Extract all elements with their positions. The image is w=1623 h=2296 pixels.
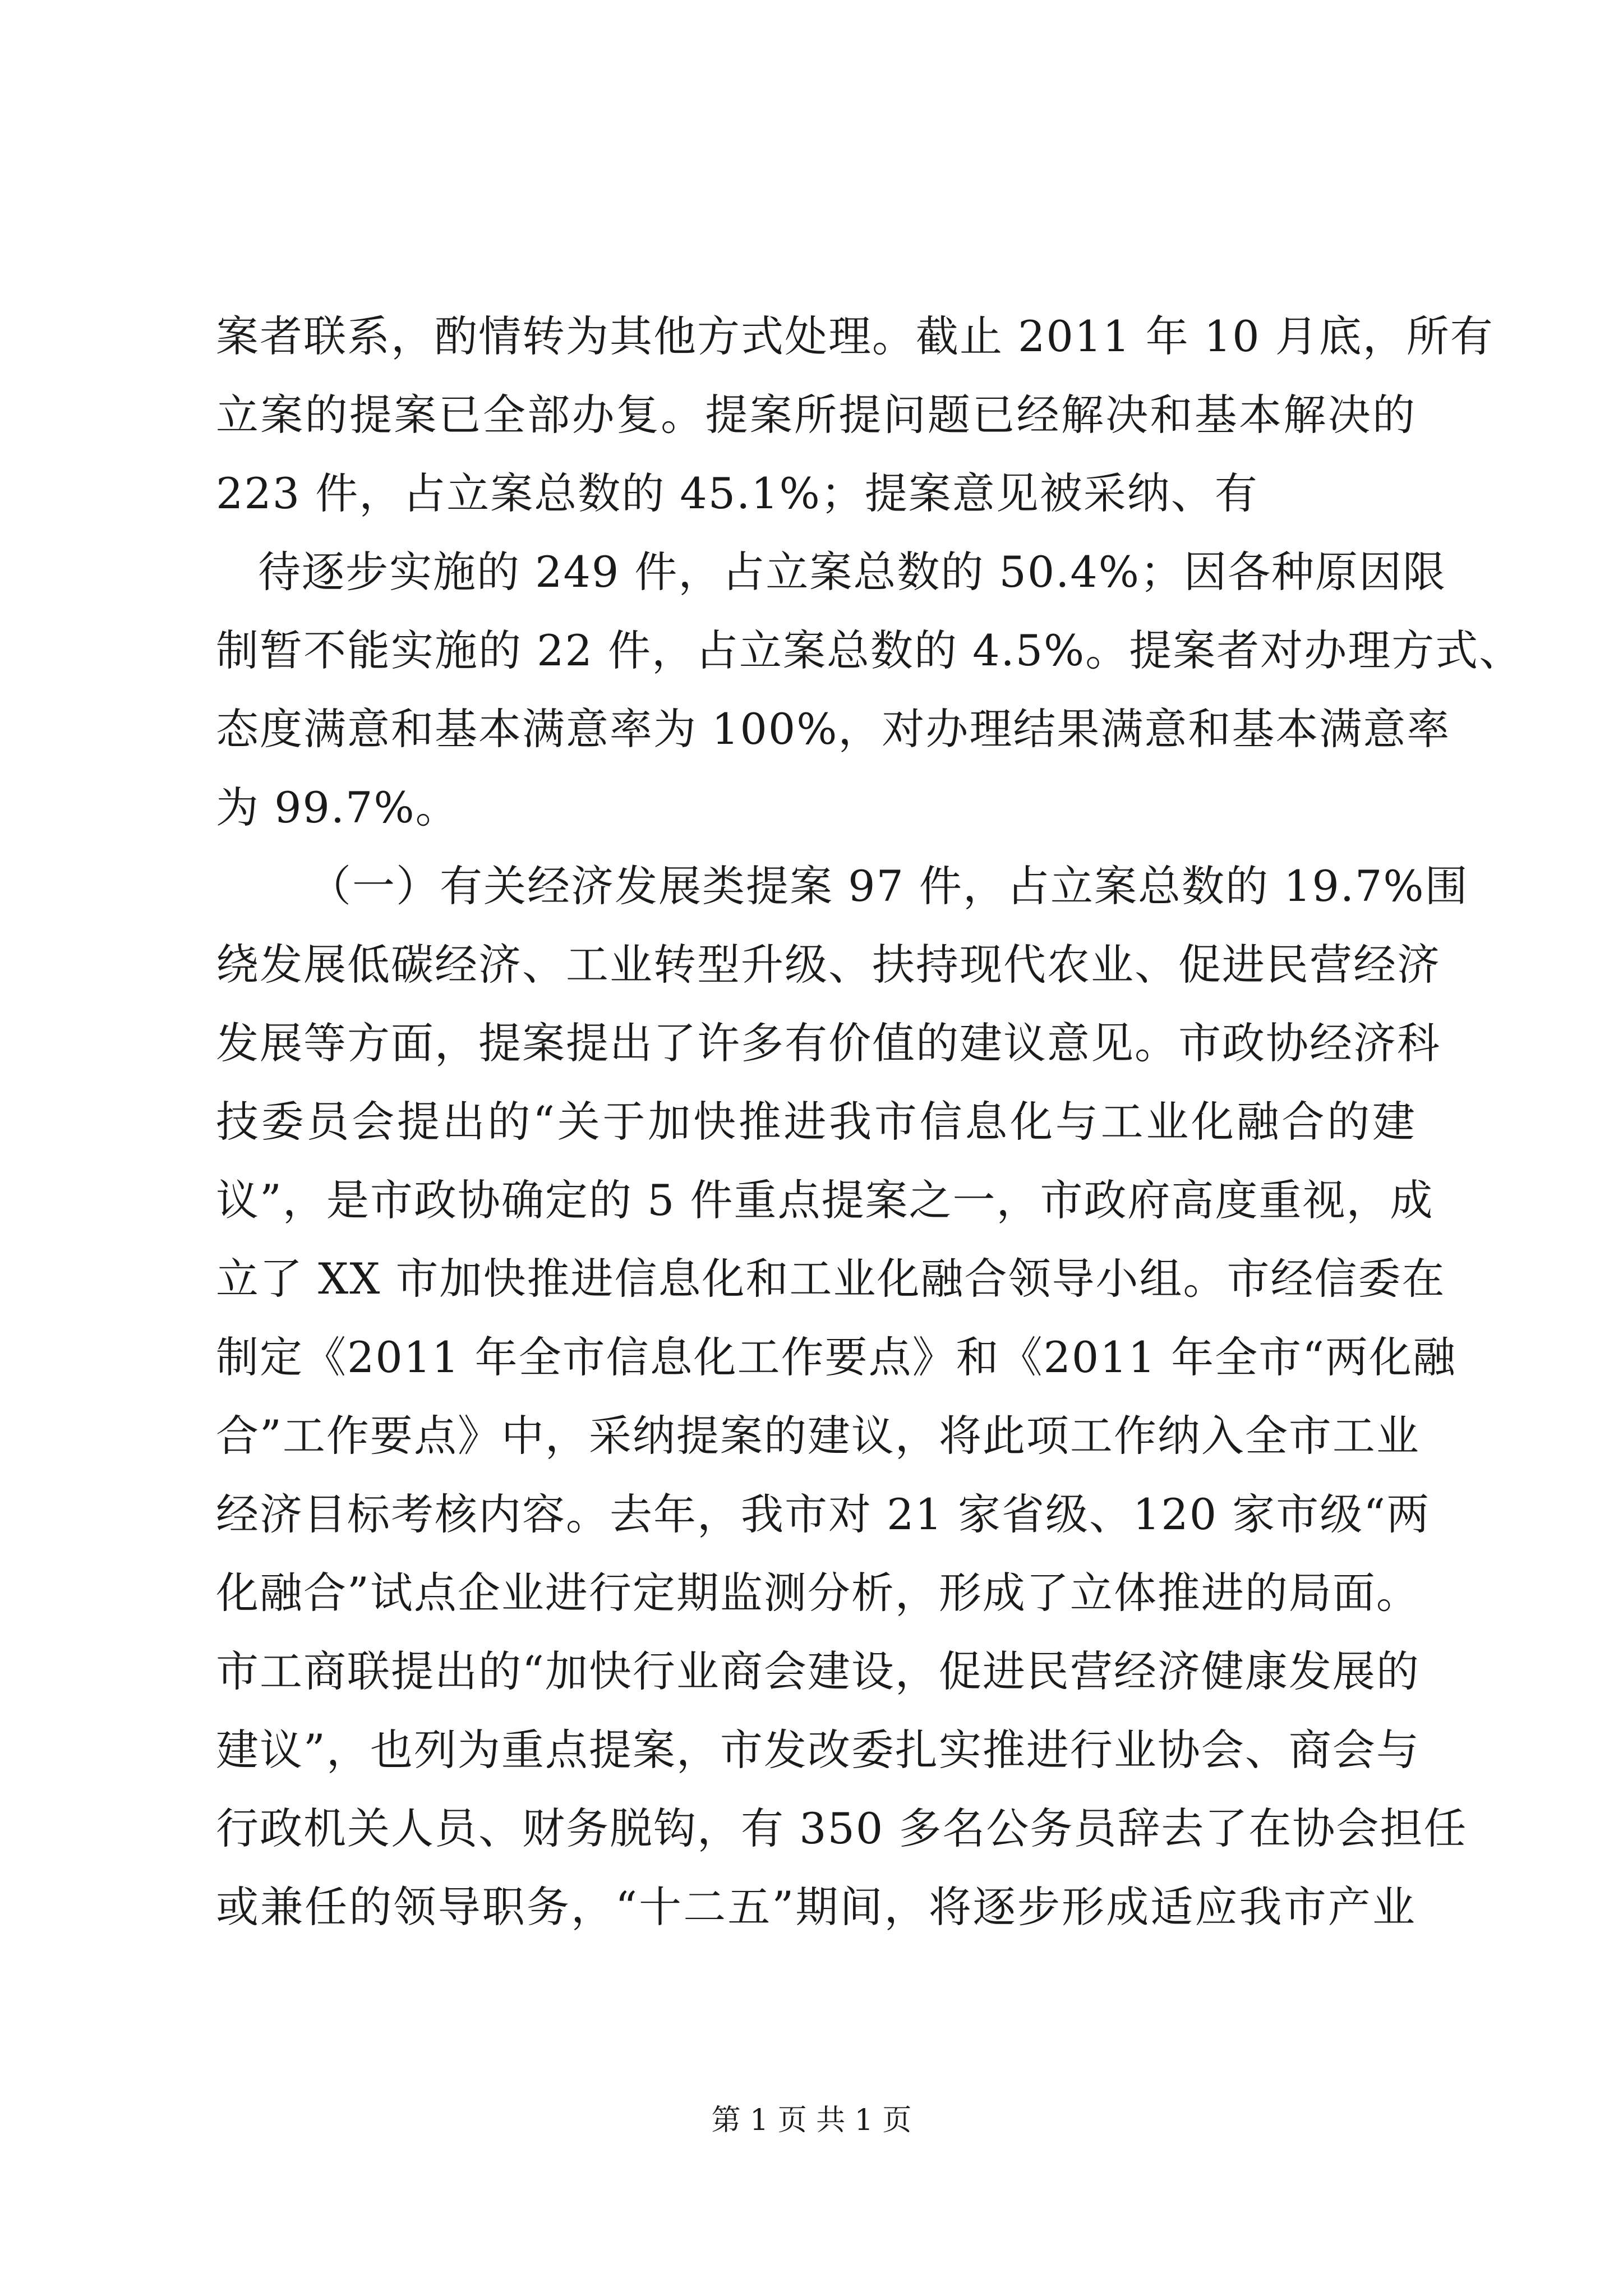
text-line: 建议”，也列为重点提案，市发改委扎实推进行业协会、商会与 (216, 1725, 1420, 1775)
text-line: 合”工作要点》中，采纳提案的建议，将此项工作纳入全市工业 (216, 1411, 1420, 1461)
text-line: 技委员会提出的“关于加快推进我市信息化与工业化融合的建 (216, 1097, 1416, 1147)
text-line: 案者联系，酌情转为其他方式处理。截止 2011 年 10 月底，所有 (216, 311, 1494, 361)
text-line: 制定《2011 年全市信息化工作要点》和《2011 年全市“两化融 (216, 1332, 1456, 1382)
text-line: 为 99.7%。 (216, 783, 459, 832)
text-line: 行政机关人员、财务脱钩，有 350 多名公务员辞去了在协会担任 (216, 1803, 1468, 1853)
paragraph-heading-line: （一）有关经济发展类提案 97 件，占立案总数的 19.7%围 (308, 861, 1469, 911)
text-line: 绕发展低碳经济、工业转型升级、扶持现代农业、促进民营经济 (216, 940, 1441, 990)
text-line: 经济目标考核内容。去年，我市对 21 家省级、120 家市级“两 (216, 1489, 1431, 1539)
text-line: 发展等方面，提案提出了许多有价值的建议意见。市政协经济科 (216, 1018, 1441, 1068)
text-line: 态度满意和基本满意率为 100%，对办理结果满意和基本满意率 (216, 704, 1451, 754)
text-line: 制暂不能实施的 22 件，占立案总数的 4.5%。提案者对办理方式、 (216, 625, 1523, 675)
text-line: 立了 XX 市加快推进信息化和工业化融合领导小组。市经信委在 (216, 1254, 1446, 1304)
text-line: 或兼任的领导职务，“十二五”期间，将逐步形成适应我市产业 (216, 1882, 1416, 1932)
text-line: 化融合”试点企业进行定期监测分析，形成了立体推进的局面。 (216, 1568, 1420, 1618)
page-number-footer: 第 1 页 共 1 页 (711, 2104, 912, 2137)
text-line: 立案的提案已全部办复。提案所提问题已经解决和基本解决的 (216, 390, 1416, 440)
text-line: 议”，是市政协确定的 5 件重点提案之一，市政府高度重视，成 (216, 1175, 1434, 1225)
text-line: 市工商联提出的“加快行业商会建设，促进民营经济健康发展的 (216, 1646, 1420, 1696)
text-line: 223 件，占立案总数的 45.1%；提案意见被采纳、有 (216, 468, 1258, 518)
text-line: 待逐步实施的 249 件，占立案总数的 50.4%；因各种原因限 (258, 547, 1446, 597)
